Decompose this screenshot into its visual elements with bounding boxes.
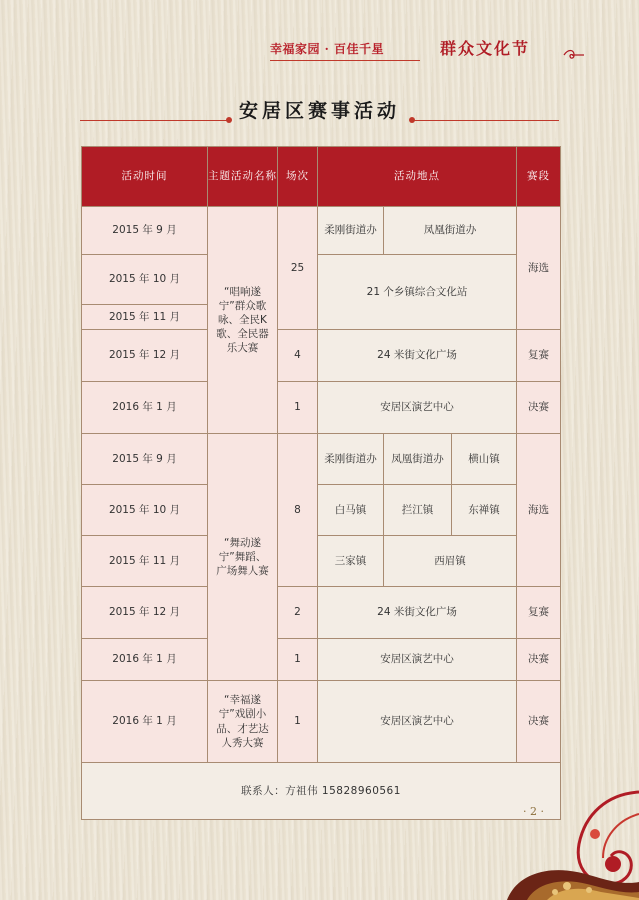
events-table xyxy=(81,146,561,820)
time-cell: 2016 年 1 月 xyxy=(82,681,208,763)
floral-ornament-icon xyxy=(467,774,639,900)
stage-cell: 决赛 xyxy=(517,639,561,681)
location-cell: 白马镇 xyxy=(318,485,384,536)
location-cell: 24 米街文化广场 xyxy=(318,587,517,639)
location-cell: 凤凰街道办 xyxy=(384,434,452,485)
activity-name-cell: “幸福遂宁”戏剧小品、才艺达人秀大赛 xyxy=(208,681,278,763)
header-rule xyxy=(270,60,420,61)
location-cell: 横山镇 xyxy=(452,434,517,485)
stage-cell: 决赛 xyxy=(517,382,561,434)
col-header-time: 活动时间 xyxy=(82,147,208,207)
location-cell: 东禅镇 xyxy=(452,485,517,536)
activity-name-cell: “舞动遂宁”舞蹈、广场舞人赛 xyxy=(208,434,278,681)
stage-cell: 复赛 xyxy=(517,587,561,639)
table-header-row xyxy=(82,147,561,207)
count-cell: 4 xyxy=(278,330,318,382)
col-header-count: 场次 xyxy=(278,147,318,207)
col-header-stage: 赛段 xyxy=(517,147,561,207)
count-cell: 25 xyxy=(278,207,318,330)
location-cell: 拦江镇 xyxy=(384,485,452,536)
time-cell: 2015 年 10 月 xyxy=(82,255,208,305)
table-row xyxy=(82,382,561,434)
location-cell: 24 米街文化广场 xyxy=(318,330,517,382)
location-cell: 21 个乡镇综合文化站 xyxy=(318,255,517,330)
location-cell: 安居区演艺中心 xyxy=(318,382,517,434)
table-row xyxy=(82,587,561,639)
time-cell: 2015 年 9 月 xyxy=(82,207,208,255)
header-title: 群众文化节 xyxy=(440,39,531,58)
location-cell: 凤凰街道办 xyxy=(384,207,517,255)
stage-cell: 复赛 xyxy=(517,330,561,382)
location-cell: 柔刚街道办 xyxy=(318,207,384,255)
page-title: 安居区赛事活动 xyxy=(238,100,400,122)
time-cell: 2015 年 9 月 xyxy=(82,434,208,485)
time-cell: 2015 年 11 月 xyxy=(82,305,208,330)
swirl-ornament-icon xyxy=(562,48,586,62)
time-cell: 2015 年 10 月 xyxy=(82,485,208,536)
contact-info: 联系人：方祖伟 15828960561 xyxy=(82,763,561,820)
stage-cell: 决赛 xyxy=(517,681,561,763)
count-cell: 1 xyxy=(278,681,318,763)
table-row xyxy=(82,330,561,382)
table-row xyxy=(82,536,561,587)
count-cell: 1 xyxy=(278,382,318,434)
count-cell: 2 xyxy=(278,587,318,639)
time-cell: 2016 年 1 月 xyxy=(82,382,208,434)
stage-cell: 海选 xyxy=(517,207,561,330)
time-cell: 2016 年 1 月 xyxy=(82,639,208,681)
table-row xyxy=(82,639,561,681)
title-block xyxy=(0,96,639,126)
col-header-location: 活动地点 xyxy=(318,147,517,207)
table-row xyxy=(82,255,561,305)
table-row xyxy=(82,681,561,763)
time-cell: 2015 年 12 月 xyxy=(82,587,208,639)
location-cell: 三家镇 xyxy=(318,536,384,587)
time-cell: 2015 年 12 月 xyxy=(82,330,208,382)
page-header xyxy=(270,36,639,76)
time-cell: 2015 年 11 月 xyxy=(82,536,208,587)
table-row xyxy=(82,207,561,255)
table-row xyxy=(82,434,561,485)
page-number: · 2 · xyxy=(523,805,544,818)
col-header-name: 主题活动名称 xyxy=(208,147,278,207)
header-subtitle: 幸福家园 · 百佳千星 xyxy=(270,42,385,56)
location-cell: 安居区演艺中心 xyxy=(318,639,517,681)
location-cell: 西眉镇 xyxy=(384,536,517,587)
table-row xyxy=(82,485,561,536)
count-cell: 8 xyxy=(278,434,318,587)
location-cell: 安居区演艺中心 xyxy=(318,681,517,763)
stage-cell: 海选 xyxy=(517,434,561,587)
location-cell: 柔刚街道办 xyxy=(318,434,384,485)
title-rule-right xyxy=(414,120,559,121)
count-cell: 1 xyxy=(278,639,318,681)
activity-name-cell: “唱响遂宁”群众歌咏、全民K歌、全民器乐大赛 xyxy=(208,207,278,434)
